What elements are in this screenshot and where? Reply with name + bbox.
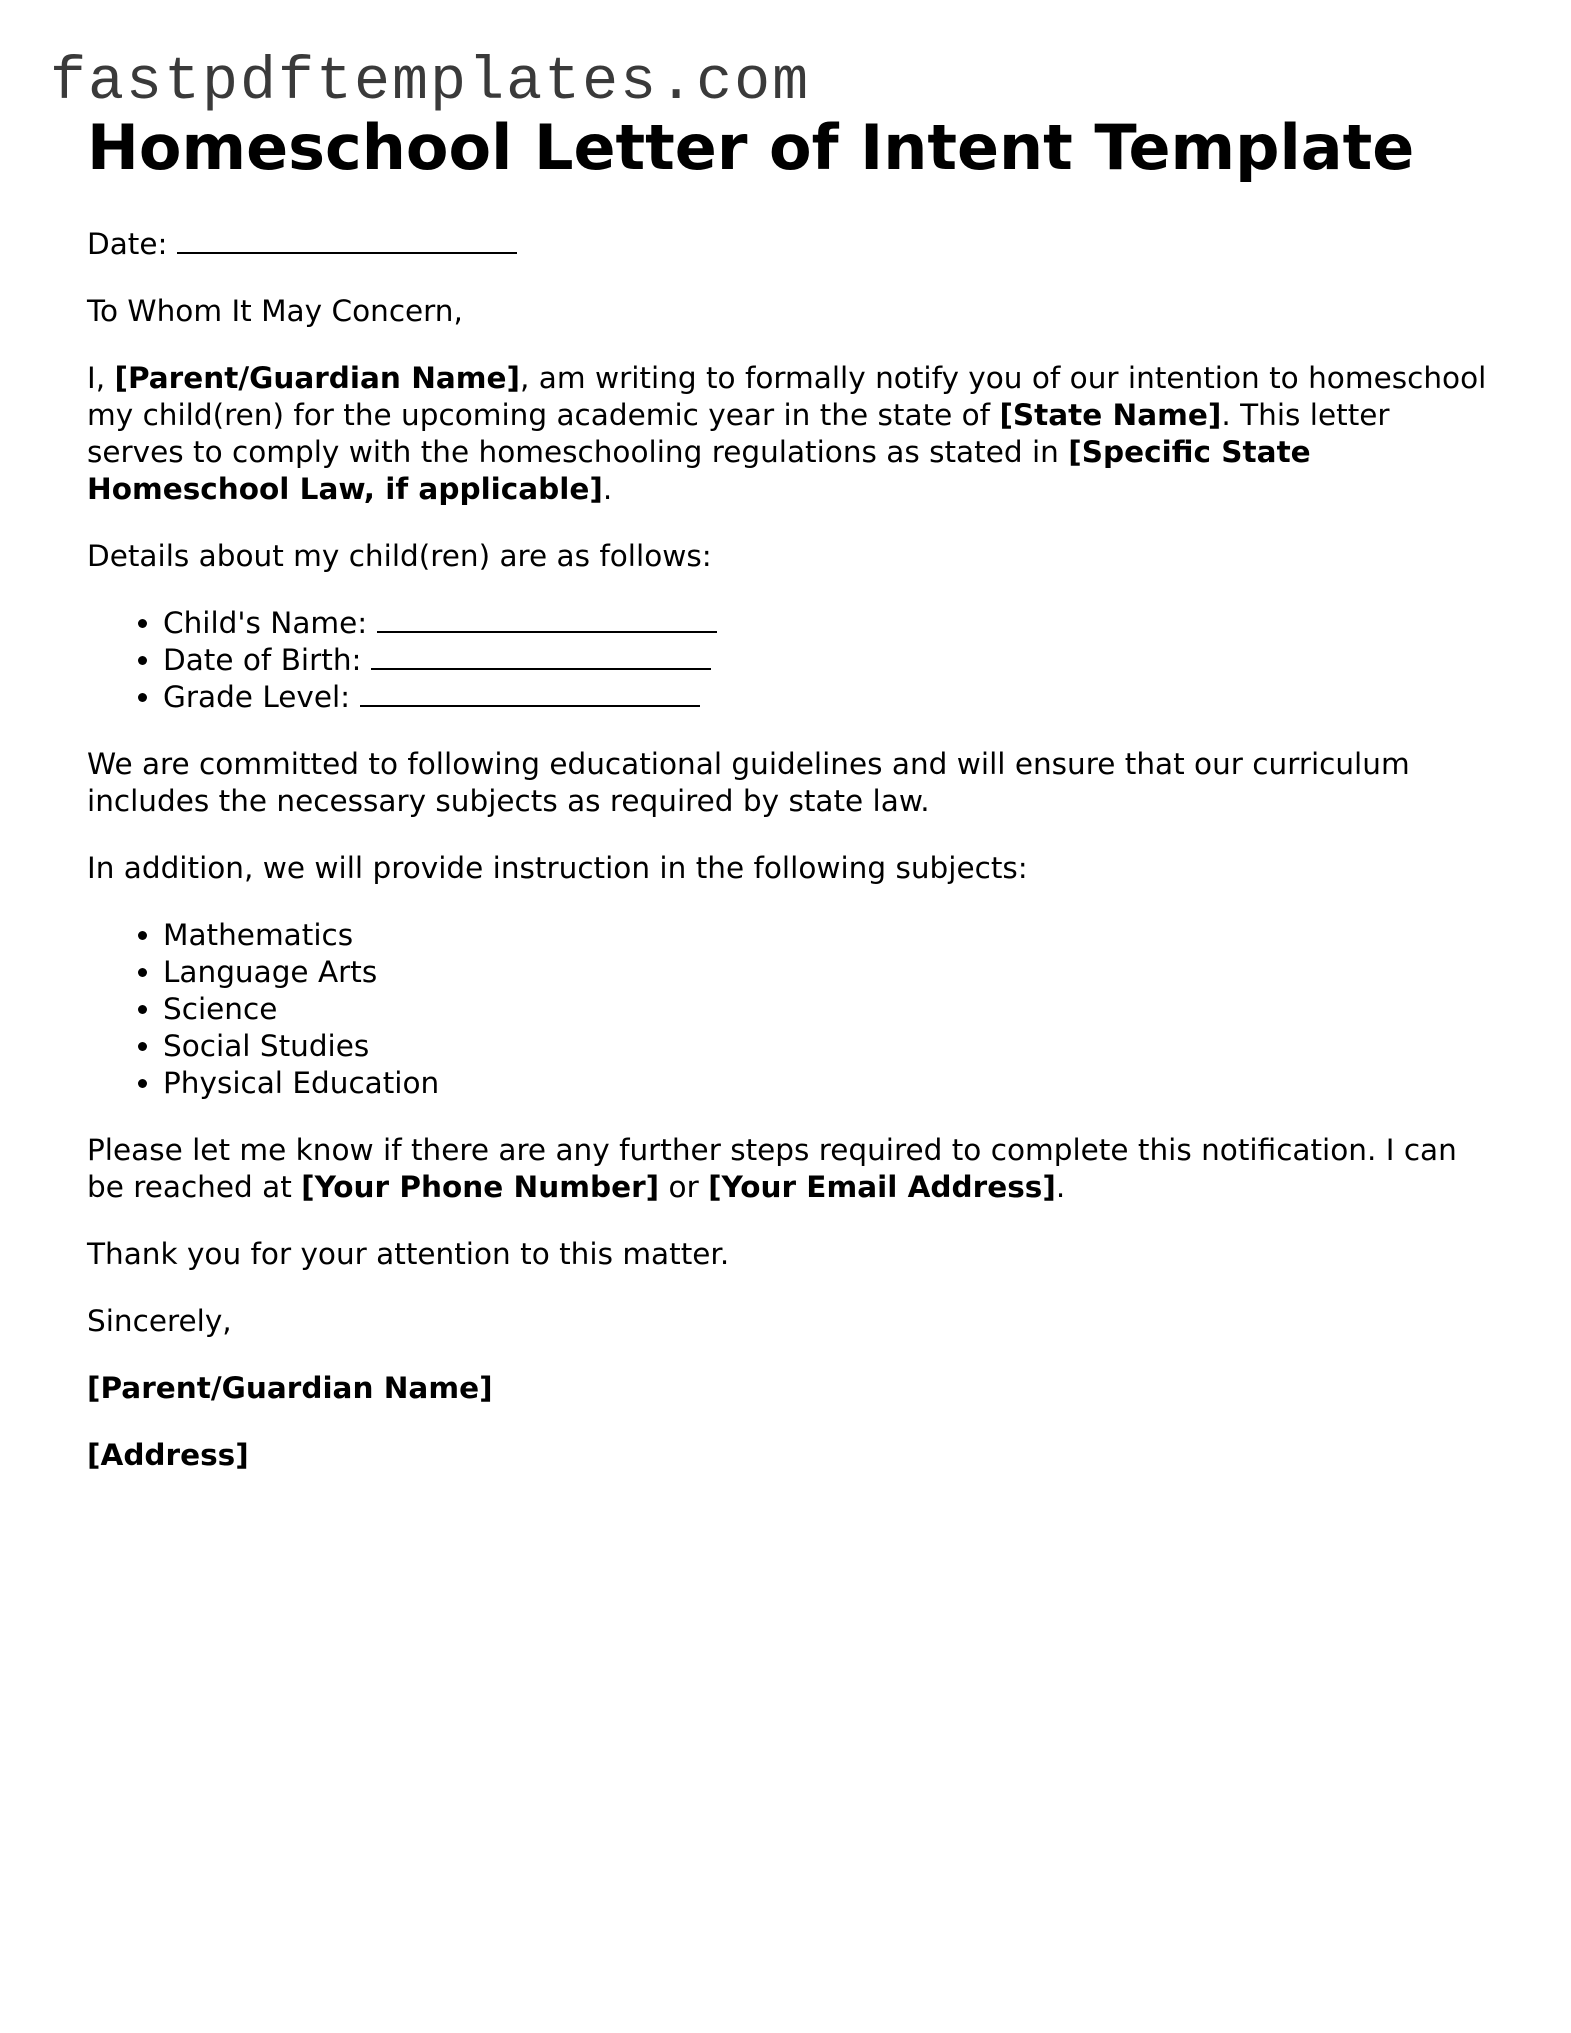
date-of-birth-blank[interactable] <box>371 642 711 670</box>
list-item: • Social Studies <box>163 1028 1487 1065</box>
signature-address-text: [Address] <box>87 1438 249 1472</box>
date-label: Date: <box>87 227 168 261</box>
child-name-label: Child's Name: <box>163 606 368 640</box>
greeting: To Whom It May Concern, <box>87 294 463 328</box>
signature-address <box>87 1437 1487 1474</box>
signature-block <box>87 1370 1487 1474</box>
thanks-line: Thank you for your attention to this matter. <box>87 1237 730 1271</box>
date-line <box>87 226 1487 263</box>
letter-body <box>87 110 1487 1504</box>
list-item: • Mathematics <box>163 917 1487 954</box>
list-item: • Language Arts <box>163 954 1487 991</box>
intro-text-4: . <box>602 472 613 506</box>
page-title: Homeschool Letter of Intent Template <box>87 111 1415 184</box>
details-intro: Details about my child(ren) are as follows: <box>87 539 712 573</box>
child-details-list <box>87 605 1487 716</box>
subjects-intro: In addition, we will provide instruction in the following subjects: <box>87 851 1028 885</box>
list-item <box>163 642 1487 679</box>
intro-text-2: , am writing to formally notify you of our intention to homeschool my child(ren) for the upcoming academic year in the state of <box>87 361 1487 432</box>
email-placeholder: [Your Email Address] <box>708 1170 1056 1204</box>
intro-text-1: I, <box>87 361 115 395</box>
law-placeholder: [Specific State Homeschool Law, if applicable] <box>87 435 1311 506</box>
signature-name-text: [Parent/Guardian Name] <box>87 1371 493 1405</box>
watermark: fastpdftemplates.com <box>50 49 811 117</box>
date-of-birth-label: Date of Birth: <box>163 643 362 677</box>
closing-line: Sincerely, <box>87 1304 232 1338</box>
parent-name-placeholder: [Parent/Guardian Name] <box>114 361 521 395</box>
contact-text-3: . <box>1055 1170 1066 1204</box>
signature-name <box>87 1370 1487 1407</box>
list-item <box>163 679 1487 716</box>
child-name-blank[interactable] <box>377 605 717 633</box>
intro-paragraph <box>87 360 1487 508</box>
list-item <box>163 605 1487 642</box>
grade-level-blank[interactable] <box>360 679 700 707</box>
contact-text-2: or <box>659 1170 709 1204</box>
list-item: • Science <box>163 991 1487 1028</box>
contact-text-1: Please let me know if there are any further steps required to complete this notification. I can be reached at <box>87 1133 1457 1204</box>
date-blank[interactable] <box>177 226 517 254</box>
grade-level-label: Grade Level: <box>163 680 351 714</box>
contact-paragraph <box>87 1132 1487 1206</box>
subjects-list <box>87 917 1487 1102</box>
phone-placeholder: [Your Phone Number] <box>301 1170 660 1204</box>
commitment-paragraph: We are committed to following educational guidelines and will ensure that our curriculum includes the necessary subjects as required by state law. <box>87 747 1410 818</box>
state-name-placeholder: [State Name] <box>999 398 1222 432</box>
intro-text-3: . This letter serves to comply with the homeschooling regulations as stated in <box>87 398 1390 469</box>
list-item: • Physical Education <box>163 1065 1487 1102</box>
